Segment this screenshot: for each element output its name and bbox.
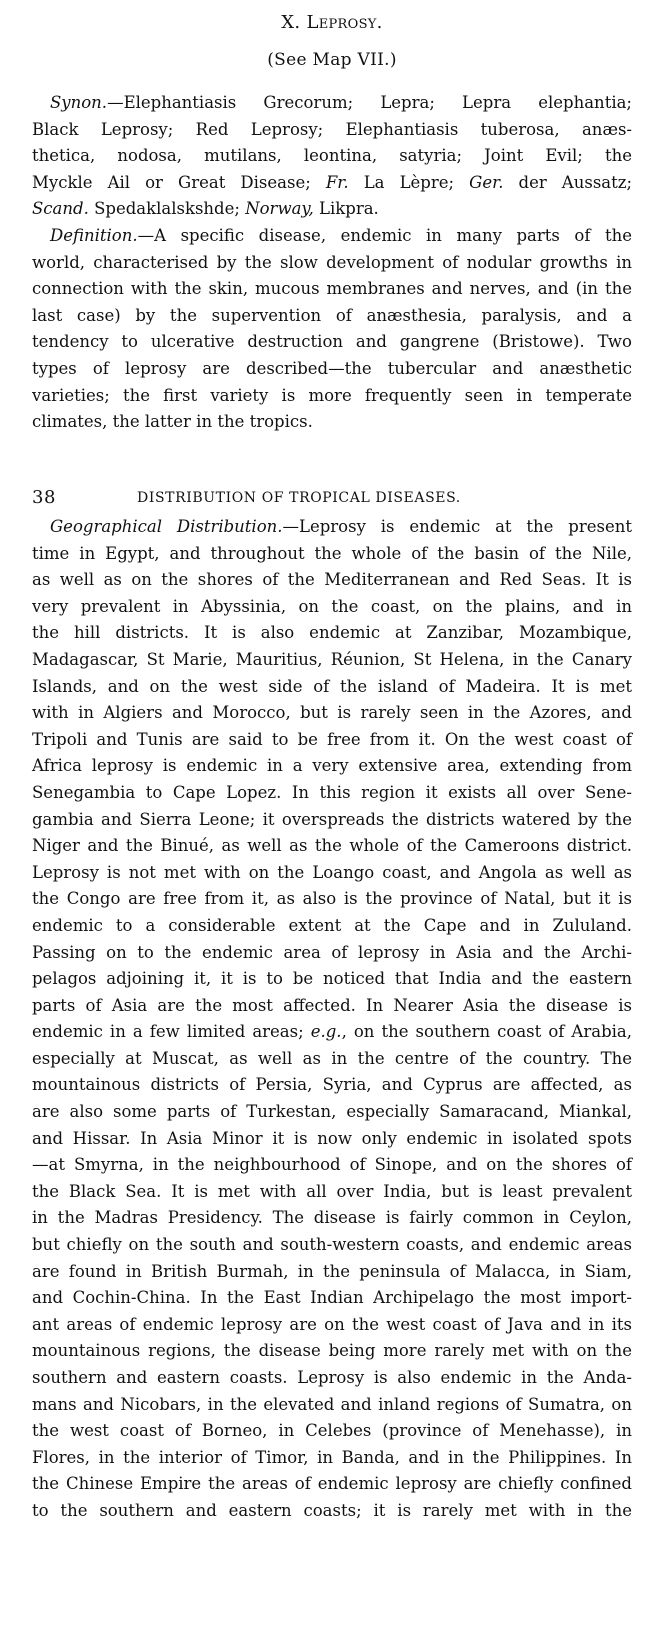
- geo-line-text: and Cochin-China. In the East Indian Archipelago the most import-: [32, 1288, 632, 1308]
- synonyms-line: [32, 90, 632, 117]
- geo-line: [32, 674, 632, 701]
- map-reference-text: (See Map VII.): [267, 50, 397, 70]
- geo-line: [32, 913, 632, 940]
- synonyms-line-text: Myckle Ail or Great Disease;: [32, 172, 326, 192]
- norway-label: Norway,: [245, 199, 314, 219]
- page-number: 38: [32, 487, 57, 508]
- geo-line-text: parts of Asia are the most affected. In Nearer Asia the disease is: [32, 995, 632, 1015]
- geo-line: [32, 1019, 632, 1046]
- geo-line-text: ant areas of endemic leprosy are on the west coast of Java and in its: [32, 1314, 632, 1334]
- definition-line-text: types of leprosy are described—the tubercular and anæsthetic: [32, 358, 632, 378]
- synonyms-line: [32, 143, 632, 170]
- french-label: Fr.: [325, 172, 349, 192]
- geo-line: [32, 1418, 632, 1445]
- geo-line-text: especially at Muscat, as well as in the centre of the country. The: [32, 1048, 632, 1068]
- definition-line-text: world, characterised by the slow development of nodular growths in: [32, 252, 632, 272]
- geo-line: [32, 860, 632, 887]
- geo-line: [32, 833, 632, 860]
- french-term: La Lèpre;: [348, 172, 470, 192]
- geo-line: [32, 1072, 632, 1099]
- norway-term: Likpra.: [313, 199, 379, 219]
- geo-line: [32, 1126, 632, 1153]
- geo-line-text: endemic to a considerable extent at the Cape and in Zululand.: [32, 915, 632, 935]
- geo-line: [32, 541, 632, 568]
- synonyms-line-text: —Elephantiasis Grecorum; Lepra; Lepra elephantia;: [107, 93, 632, 112]
- running-head-title: DISTRIBUTION OF TROPICAL DISEASES.: [137, 490, 461, 506]
- geo-line: [32, 886, 632, 913]
- geo-line: [32, 567, 632, 594]
- section-title-text: X. Leprosy.: [281, 12, 383, 33]
- definition-line-text: climates, the latter in the tropics.: [32, 412, 313, 432]
- geographical-distribution-paragraph: [32, 514, 632, 1525]
- geo-line: [32, 727, 632, 754]
- geo-line: [32, 1365, 632, 1392]
- definition-line-text: —A specific disease, endemic in many parts of the: [137, 226, 632, 245]
- geo-line-text: Senegambia to Cape Lopez. In this region it exists all over Sene-: [32, 782, 632, 802]
- geo-line: [32, 1312, 632, 1339]
- synonyms-line-text: thetica, nodosa, mutilans, leontina, satyria; Joint Evil; the: [32, 146, 632, 166]
- german-label: Ger.: [469, 172, 504, 192]
- geo-line-text: mountainous regions, the disease being more rarely met with on the: [32, 1341, 632, 1361]
- geo-line-text: Tripoli and Tunis are said to be free from it. On the west coast of: [32, 729, 632, 749]
- geo-line-text: the west coast of Borneo, in Celebes (province of Menehasse), in: [32, 1421, 632, 1441]
- scandinavian-term: Spedaklalskshde;: [88, 199, 246, 219]
- definition-line: [32, 356, 632, 383]
- eg-abbreviation: e.g.: [310, 1022, 342, 1042]
- geo-line-text: Leprosy is not met with on the Loango coast, and Angola as well as: [32, 862, 632, 882]
- geo-line: [32, 514, 632, 541]
- geo-line-text: and Hissar. In Asia Minor it is now only endemic in isolated spots: [32, 1128, 632, 1148]
- geo-line-text: southern and eastern coasts. Leprosy is also endemic in the Anda-: [32, 1368, 632, 1387]
- geographical-label: Geographical Distribution.: [50, 517, 283, 536]
- geo-line-text: the hill districts. It is also endemic at Zanzibar, Mozambique,: [32, 623, 632, 643]
- geo-line: [32, 1232, 632, 1259]
- geo-line: [32, 1471, 632, 1498]
- definition-line: [32, 276, 632, 303]
- definition-line-text: last case) by the supervention of anæsthesia, paralysis, and a: [32, 305, 632, 325]
- section-title: [0, 12, 664, 33]
- geo-line-text: Islands, and on the west side of the island of Madeira. It is met: [32, 676, 632, 696]
- definition-line-text: tendency to ulcerative destruction and gangrene (Bristowe). Two: [32, 332, 632, 352]
- geo-line: [32, 1099, 632, 1126]
- geo-line: [32, 1259, 632, 1286]
- geo-line-text: the Black Sea. It is met with all over India, but is least prevalent: [32, 1181, 632, 1201]
- geo-line-text: gambia and Sierra Leone; it overspreads the districts watered by the: [32, 809, 632, 829]
- geo-line: [32, 1445, 632, 1472]
- definition-line: [32, 383, 632, 410]
- geo-line: [32, 1179, 632, 1206]
- german-term: der Aussatz;: [503, 172, 633, 192]
- geo-line: [32, 940, 632, 967]
- definition-line: [32, 250, 632, 277]
- synonyms-line-text: Black Leprosy; Red Leprosy; Elephantiasis tuberosa, anæs-: [32, 119, 632, 139]
- geo-line-text: endemic in a few limited areas;: [32, 1022, 311, 1042]
- definition-line: [32, 303, 632, 330]
- geo-line: [32, 780, 632, 807]
- definition-line: [32, 329, 632, 356]
- geo-line: [32, 1205, 632, 1232]
- geo-line-text: but chiefly on the south and south-western coasts, and endemic areas: [32, 1235, 632, 1255]
- geo-line-text: Africa leprosy is endemic in a very extensive area, extending from: [32, 756, 632, 776]
- geo-line-text: Madagascar, St Marie, Mauritius, Réunion, St Helena, in the Canary: [32, 649, 632, 669]
- geo-line-text: are also some parts of Turkestan, especially Samaracand, Miankal,: [32, 1102, 632, 1122]
- synonyms-line: [32, 170, 632, 197]
- synonyms-label: Synon.: [50, 93, 108, 112]
- geo-line: [32, 1338, 632, 1365]
- geo-line-text: are found in British Burmah, in the peninsula of Malacca, in Siam,: [32, 1261, 632, 1281]
- geo-line-text: Niger and the Binué, as well as the whole of the Cameroons district.: [32, 836, 632, 856]
- geo-line-text: , on the southern coast of Arabia,: [341, 1022, 632, 1042]
- geo-line-text: time in Egypt, and throughout the whole of the basin of the Nile,: [32, 543, 632, 563]
- geo-line: [32, 807, 632, 834]
- geo-line-text: mans and Nicobars, in the elevated and inland regions of Sumatra, on: [32, 1394, 632, 1414]
- geo-line-text: Flores, in the interior of Timor, in Banda, and in the Philippines. In: [32, 1447, 632, 1467]
- geo-line: [32, 700, 632, 727]
- geo-line: [32, 993, 632, 1020]
- definition-line: [32, 409, 632, 436]
- geo-line-text: very prevalent in Abyssinia, on the coast, on the plains, and in: [32, 596, 632, 616]
- definition-line-text: connection with the skin, mucous membranes and nerves, and (in the: [32, 279, 632, 299]
- geo-line-text: —Leprosy is endemic at the present: [282, 517, 632, 536]
- geo-line-text: as well as on the shores of the Mediterranean and Red Seas. It is: [32, 570, 632, 590]
- geo-line: [32, 1046, 632, 1073]
- geo-line: [32, 594, 632, 621]
- geo-line-text: the Congo are free from it, as also is the province of Natal, but it is: [32, 889, 632, 909]
- synonyms-line: [32, 117, 632, 144]
- definition-line-text: varieties; the first variety is more frequently seen in temperate: [32, 385, 632, 405]
- geo-line: [32, 966, 632, 993]
- map-reference: [0, 50, 664, 70]
- synonyms-line: [32, 196, 632, 223]
- geo-line-text: —at Smyrna, in the neighbourhood of Sinope, and on the shores of: [32, 1155, 632, 1175]
- geo-line: [32, 647, 632, 674]
- geo-line-text: mountainous districts of Persia, Syria, and Cyprus are affected, as: [32, 1075, 632, 1095]
- geo-line-text: to the southern and eastern coasts; it is rarely met with in the: [32, 1500, 632, 1520]
- geo-line: [32, 1152, 632, 1179]
- geo-line-text: in the Madras Presidency. The disease is fairly common in Ceylon,: [32, 1208, 632, 1228]
- geo-line: [32, 1392, 632, 1419]
- geo-line-text: the Chinese Empire the areas of endemic leprosy are chiefly confined: [32, 1474, 632, 1494]
- synonyms-paragraph: [32, 90, 632, 223]
- geo-line-text: pelagos adjoining it, it is to be noticed that India and the eastern: [32, 969, 632, 989]
- definition-paragraph: [32, 223, 632, 436]
- geo-line: [32, 1285, 632, 1312]
- definition-line: [32, 223, 632, 250]
- definition-label: Definition.: [50, 226, 138, 245]
- geo-line: [32, 753, 632, 780]
- geo-line-text: with in Algiers and Morocco, but is rarely seen in the Azores, and: [32, 703, 632, 723]
- geo-line: [32, 1498, 632, 1525]
- scandinavian-label: Scand.: [32, 199, 89, 219]
- geo-line-text: Passing on to the endemic area of leprosy in Asia and the Archi-: [32, 942, 632, 962]
- geo-line: [32, 620, 632, 647]
